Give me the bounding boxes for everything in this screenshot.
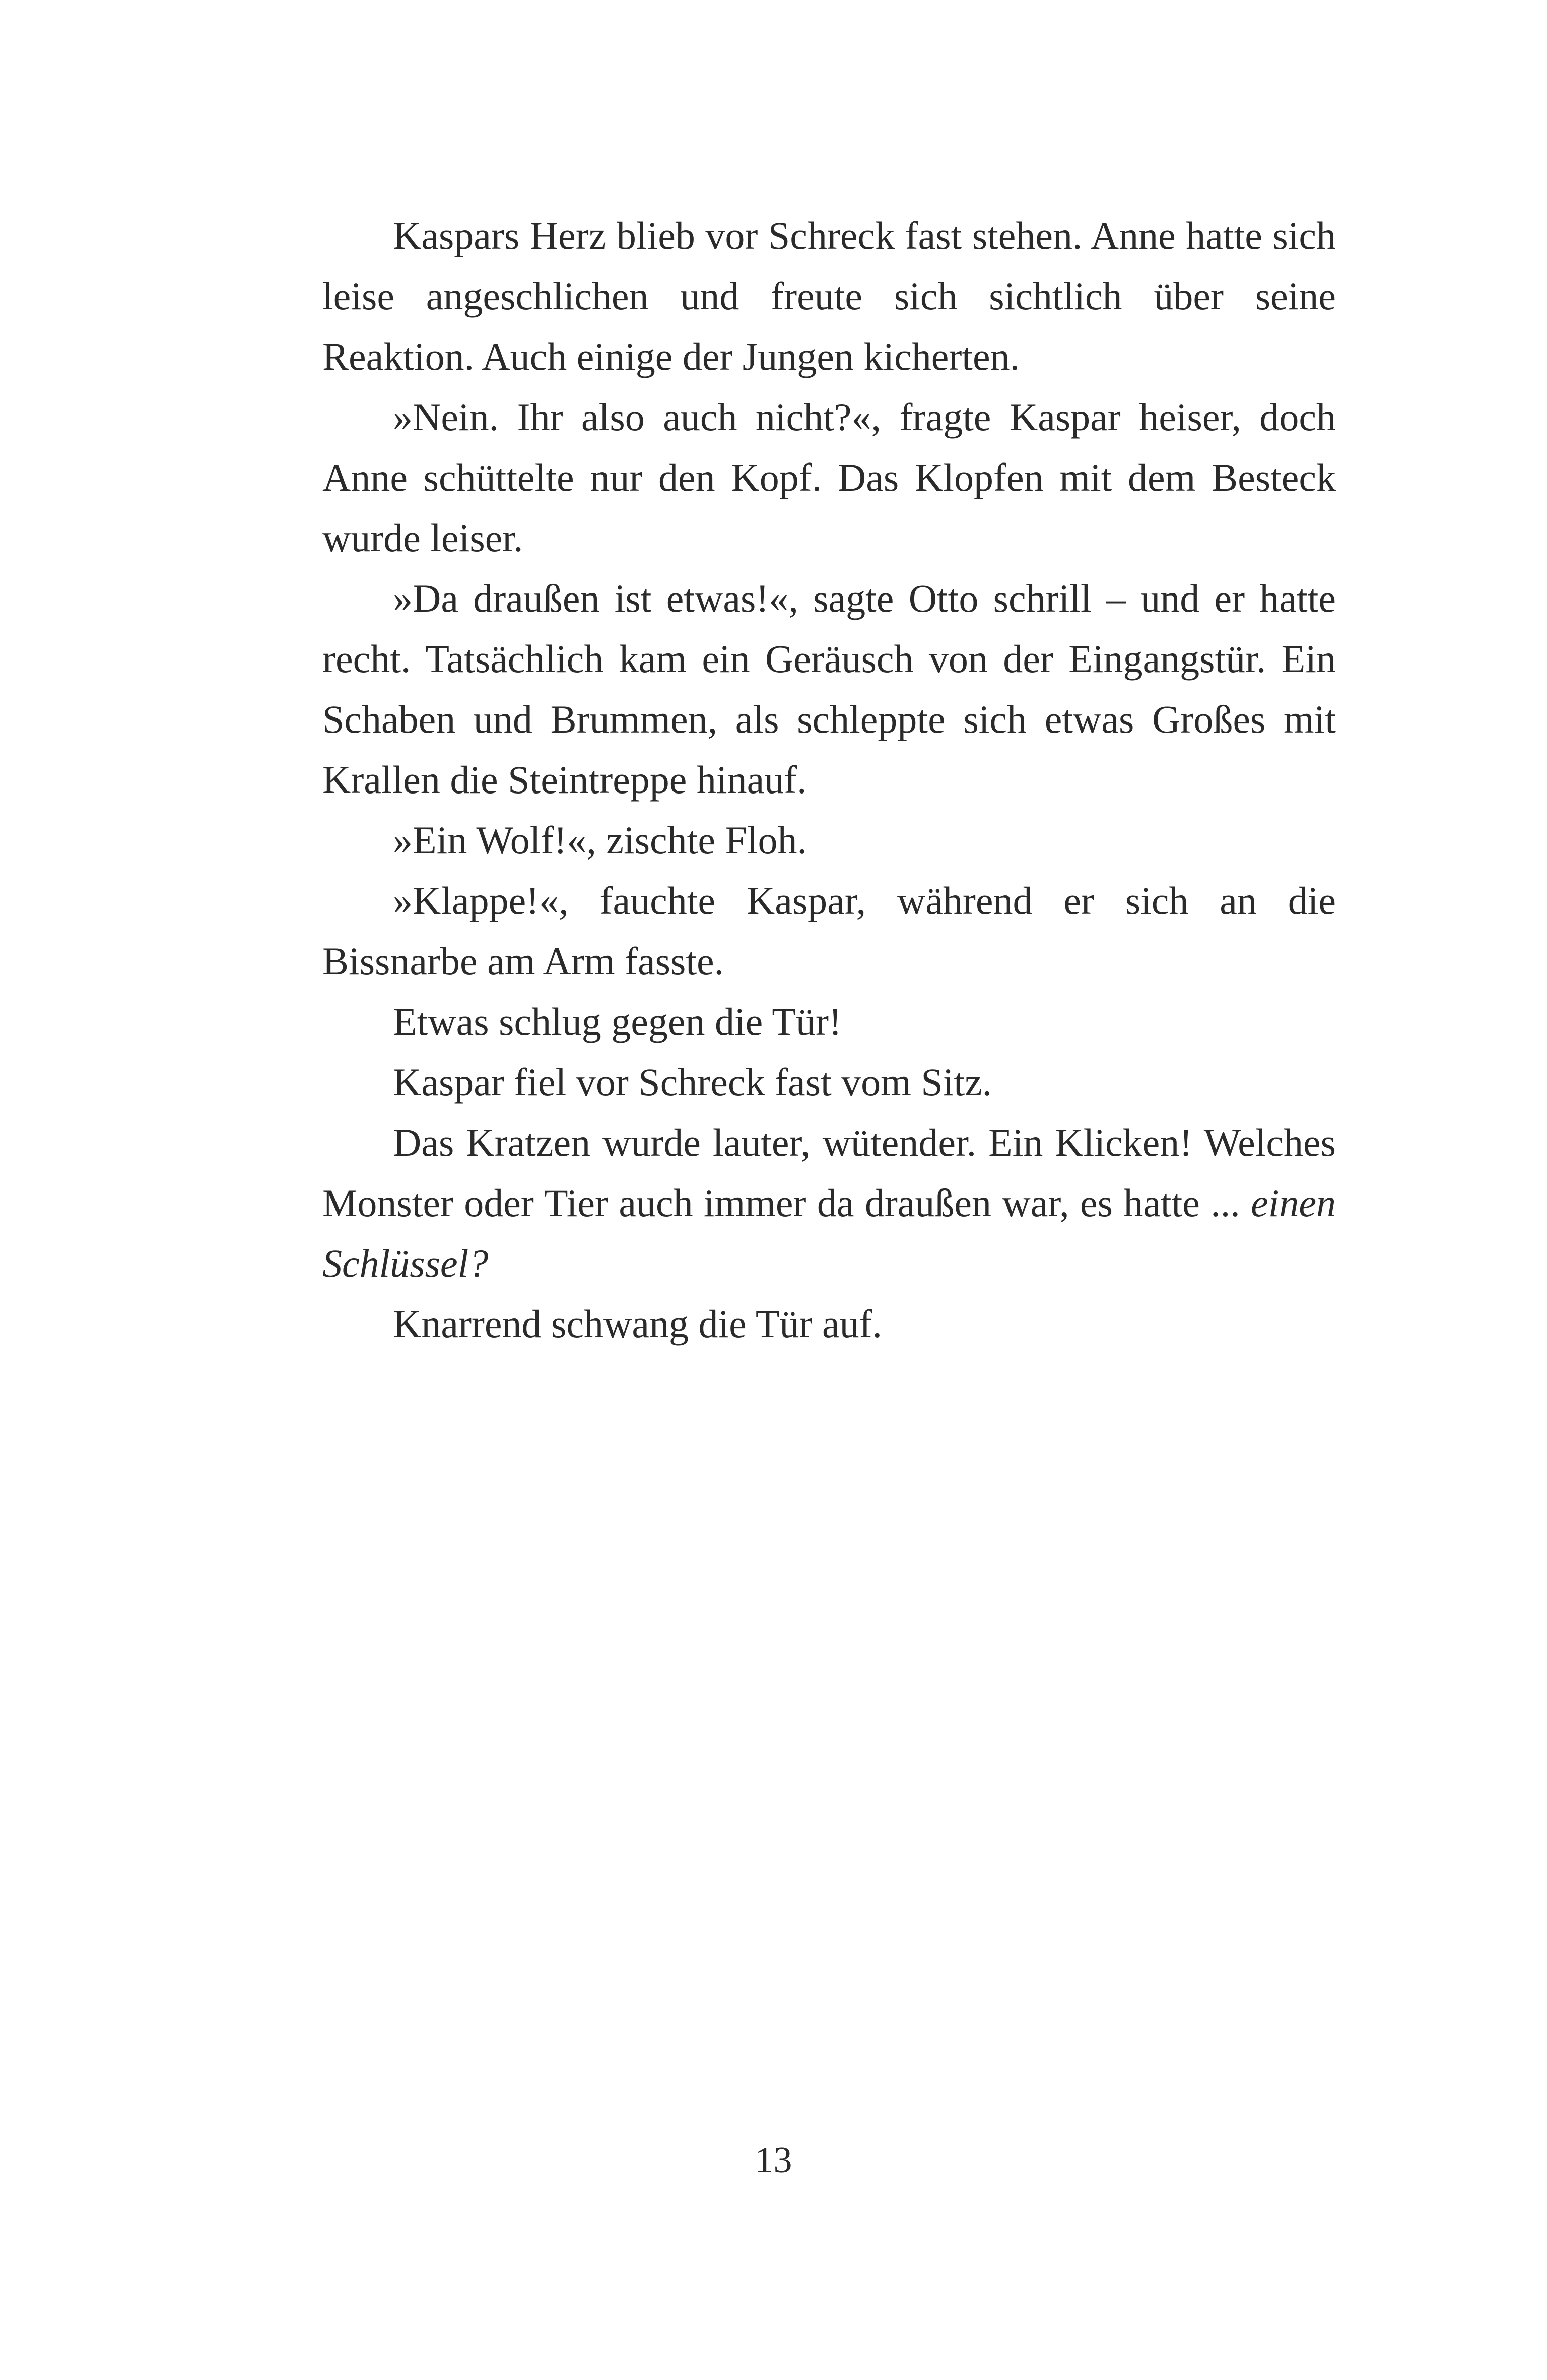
- paragraph: Kaspar fiel vor Schreck fast vom Sitz.: [393, 1060, 992, 1104]
- paragraph: »Da draußen ist etwas!«, sagte Otto schrill – und er hatte recht. Tatsächlich kam ein Geräusch von der Eingangstür. Ein Schaben und Brummen, als schleppte sich etwas Großes mit Krallen die Steintreppe hinauf.: [322, 576, 1336, 802]
- body-text: [322, 206, 1336, 1354]
- paragraph: Das Kratzen wurde lauter, wütender. Ein Klicken! Welches Monster oder Tier auch immer da draußen war, es hatte ... einen Schlüssel?: [322, 1120, 1336, 1285]
- paragraph: Knarrend schwang die Tür auf.: [393, 1302, 883, 1346]
- page-number: 13: [755, 2140, 792, 2181]
- paragraph: Etwas schlug gegen die Tür!: [393, 1000, 842, 1043]
- paragraph: Kaspars Herz blieb vor Schreck fast stehen. Anne hatte sich leise angeschlichen und freute sich sichtlich über seine Reaktion. Auch einige der Jungen kicherten.: [322, 214, 1336, 378]
- paragraph: »Nein. Ihr also auch nicht?«, fragte Kaspar heiser, doch Anne schüttelte nur den Kopf. Das Klopfen mit dem Besteck wurde leiser.: [322, 395, 1336, 560]
- paragraph: »Ein Wolf!«, zischte Floh.: [393, 818, 808, 862]
- italic-phrase: einen Schlüssel?: [322, 1181, 1336, 1285]
- paragraph: »Klappe!«, fauchte Kaspar, während er sich an die Bissnarbe am Arm fasste.: [322, 879, 1336, 983]
